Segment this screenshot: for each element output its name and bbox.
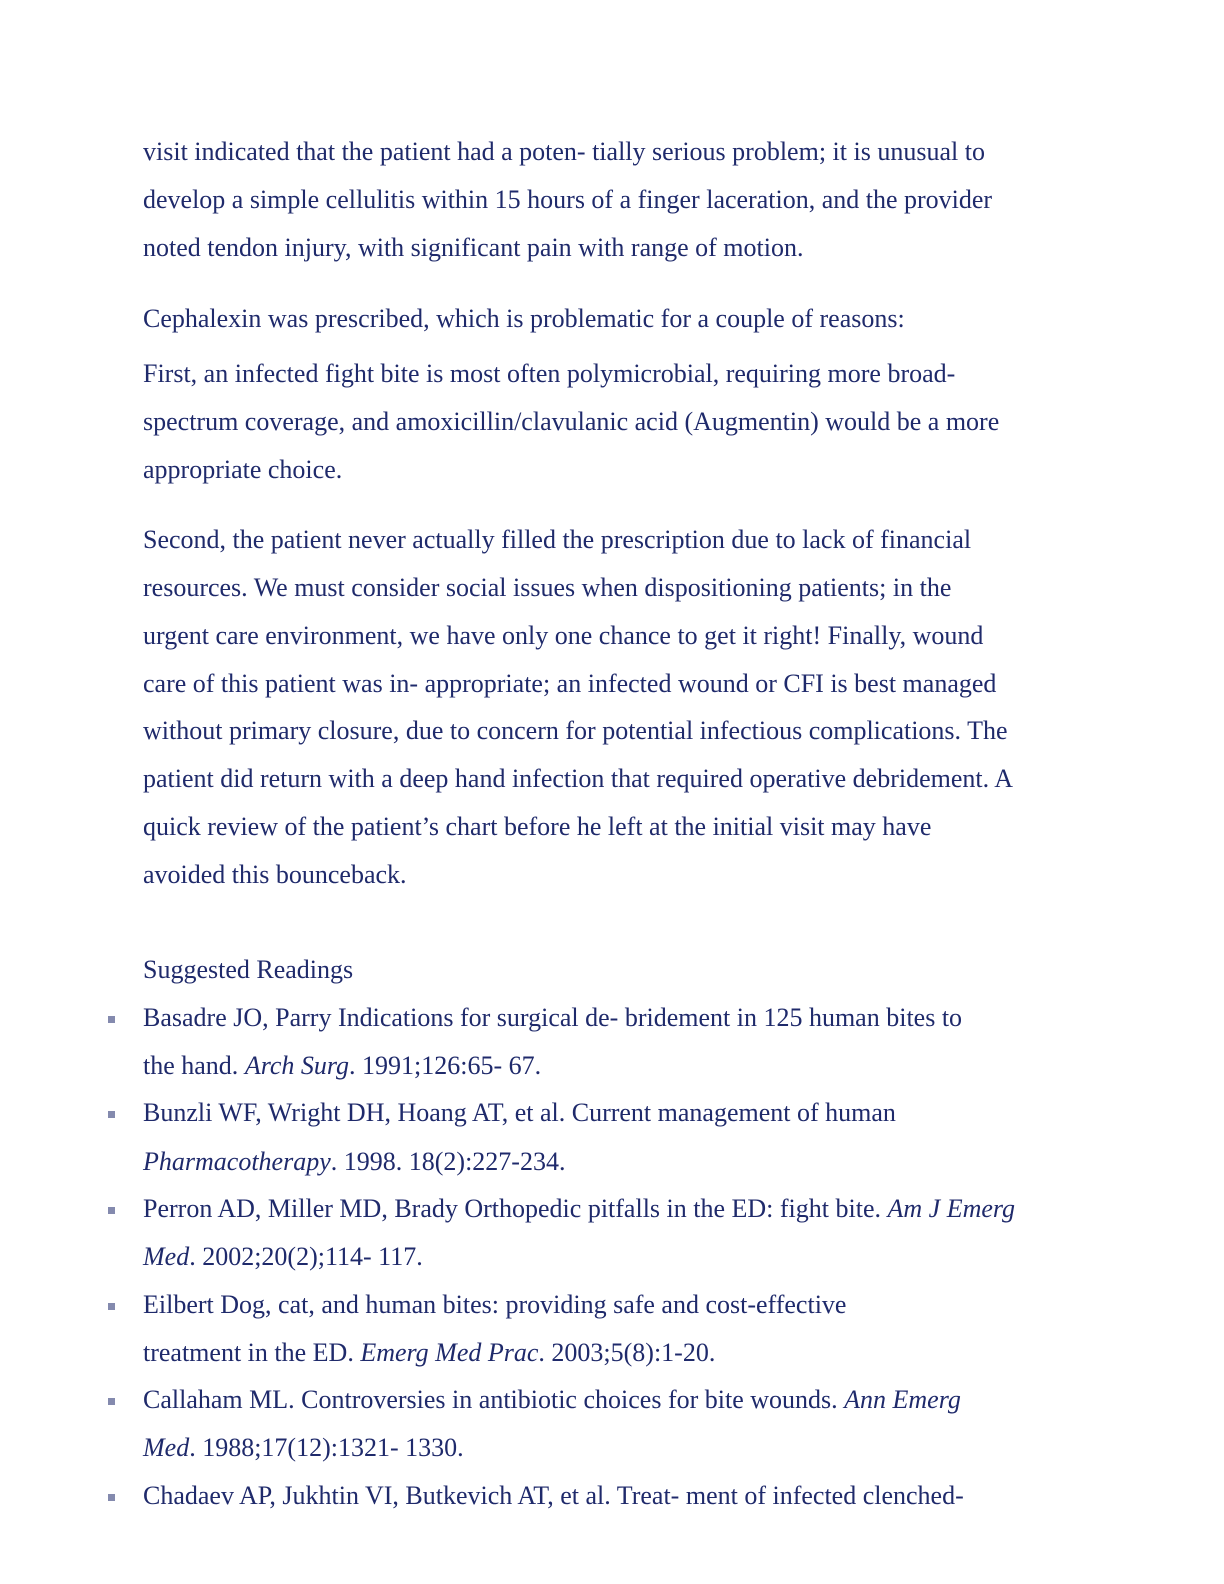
reading-3-journal-part-2: Med: [143, 1242, 190, 1271]
reading-5-journal-part-2: Med: [143, 1433, 190, 1462]
paragraph-4-line-6: patient did return with a deep hand infection that required operative debridement. A: [143, 764, 1013, 793]
bullet-icon: [108, 1398, 115, 1405]
reading-2-journal: Pharmacotherapy: [143, 1147, 331, 1176]
reading-1-line-1: Basadre JO, Parry Indications for surgical de- bridement in 125 human bites to: [143, 1003, 963, 1032]
reading-5-journal-part-1: Ann Emerg: [844, 1385, 961, 1414]
paragraph-4-line-4: care of this patient was in- appropriate; an infected wound or CFI is best managed: [143, 669, 997, 698]
reading-4-line-1: Eilbert Dog, cat, and human bites: providing safe and cost-effective: [143, 1290, 847, 1319]
paragraph-4-line-7: quick review of the patient’s chart before he left at the initial visit may have: [143, 812, 932, 841]
reading-5-text: Callaham ML. Controversies in antibiotic choices for bite wounds.: [143, 1385, 845, 1414]
paragraph-3-line-1: First, an infected fight bite is most often polymicrobial, requiring more broad-: [143, 359, 956, 388]
paragraph-4-line-8: avoided this bounceback.: [143, 860, 407, 889]
paragraph-4-line-5: without primary closure, due to concern for potential infectious complications. The: [143, 716, 1008, 745]
readings-heading: Suggested Readings: [143, 955, 354, 984]
reading-2-line-2: [143, 1147, 565, 1177]
bullet-icon: [108, 1303, 115, 1310]
reading-5-citation: . 1988;17(12):1321- 1330.: [189, 1433, 464, 1462]
reading-3-line-2: [143, 1242, 423, 1272]
reading-6-line-1: Chadaev AP, Jukhtin VI, Butkevich AT, et al. Treat- ment of infected clenched-: [143, 1481, 964, 1510]
paragraph-4-line-3: urgent care environment, we have only one chance to get it right! Finally, wound: [143, 621, 984, 650]
reading-3-citation: . 2002;20(2);114- 117.: [189, 1242, 423, 1271]
bullet-icon: [108, 1207, 115, 1214]
reading-5-line-2: [143, 1433, 464, 1463]
reading-3-text: Perron AD, Miller MD, Brady Orthopedic pitfalls in the ED: fight bite.: [143, 1194, 888, 1223]
reading-3-journal-part-1: Am J Emerg: [887, 1194, 1016, 1223]
reading-1-line-2: [143, 1051, 541, 1081]
paragraph-3-line-3: appropriate choice.: [143, 455, 343, 484]
reading-1-citation: . 1991;126:65- 67.: [349, 1051, 542, 1080]
reading-3-line-1: [143, 1194, 1015, 1224]
paragraph-4-line-2: resources. We must consider social issues when dispositioning patients; in the: [143, 573, 952, 602]
reading-1-journal: Arch Surg: [244, 1051, 350, 1080]
reading-2-citation: . 1998. 18(2):227-234.: [330, 1147, 566, 1176]
paragraph-1-line-3: noted tendon injury, with significant pain with range of motion.: [143, 233, 804, 262]
paragraph-4-line-1: Second, the patient never actually filled the prescription due to lack of financial: [143, 525, 972, 554]
paragraph-3-line-2: spectrum coverage, and amoxicillin/clavulanic acid (Augmentin) would be a more: [143, 407, 1000, 436]
reading-4-citation: . 2003;5(8):1-20.: [538, 1338, 716, 1367]
paragraph-1-line-2: develop a simple cellulitis within 15 hours of a finger laceration, and the provider: [143, 185, 993, 214]
reading-1-text: the hand.: [143, 1051, 245, 1080]
reading-4-journal: Emerg Med Prac: [360, 1338, 539, 1367]
paragraph-2: Cephalexin was prescribed, which is problematic for a couple of reasons:: [143, 304, 905, 333]
bullet-icon: [108, 1494, 115, 1501]
reading-2-line-1: Bunzli WF, Wright DH, Hoang AT, et al. Current management of human: [143, 1098, 896, 1127]
bullet-icon: [108, 1111, 115, 1118]
paragraph-1-line-1: visit indicated that the patient had a poten- tially serious problem; it is unusual to: [143, 137, 985, 166]
bullet-icon: [108, 1016, 115, 1023]
reading-5-line-1: [143, 1385, 961, 1415]
reading-4-line-2: [143, 1338, 715, 1368]
reading-4-text: treatment in the ED.: [143, 1338, 361, 1367]
